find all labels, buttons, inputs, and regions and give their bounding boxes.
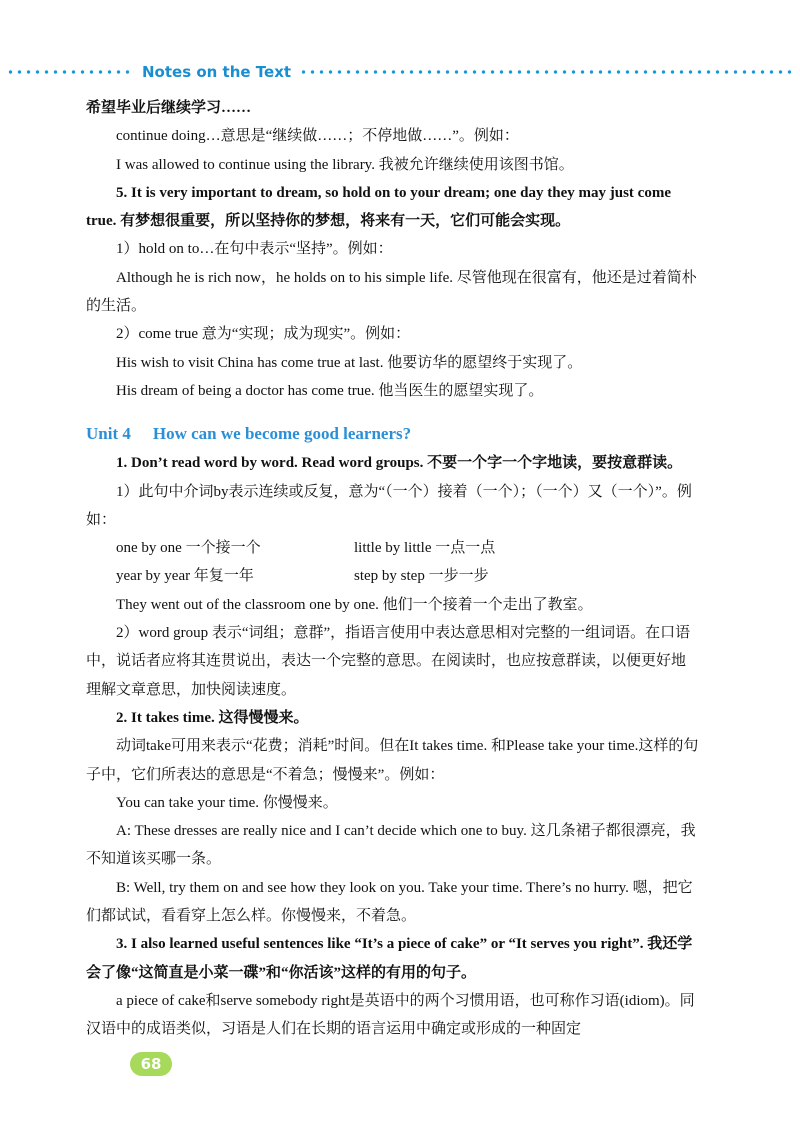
- section-header: [0, 60, 800, 84]
- header-dotted-rule-right: [299, 69, 794, 75]
- page-number-badge: 68: [130, 1052, 172, 1076]
- example-sentence: You can take your time. 你慢慢来。: [116, 794, 338, 811]
- phrase-item: one by one 一个接一个: [116, 540, 261, 557]
- text-line: 希望毕业后继续学习……: [86, 100, 252, 116]
- example-sentence: Although he is rich now，he holds on to his simple life. 尽管他现在很富有，他还是过着简朴的生活。: [86, 269, 697, 315]
- text-line: continue doing…意思是“继续做……；不停地做……”。例如：: [116, 128, 519, 145]
- example-sentence: I was allowed to continue using the library. 我被允许继续使用该图书馆。: [116, 156, 574, 173]
- unit-number: Unit 4: [86, 424, 131, 444]
- header-dotted-rule-left: [6, 69, 134, 75]
- phrase-item: little by little 一点一点: [354, 540, 496, 557]
- unit-heading: [86, 419, 700, 449]
- example-sentence: A: These dresses are really nice and I can’t decide which one to buy. 这几条裙子都很漂亮，我不知道该买哪一条。: [86, 823, 696, 868]
- text-line: 动词take可用来表示“花费；消耗”时间。但在It takes time. 和Please take your time.这样的句子中，它们所表达的意思是“不着急；慢慢来”。例如：: [86, 738, 699, 783]
- phrase-table: [86, 534, 700, 591]
- unit-title: How can we become good learners?: [152, 424, 412, 444]
- section-header-title: Notes on the Text: [142, 63, 292, 81]
- text-line: 2）word group 表示“词组；意群”，指语言使用中表达意思相对完整的一组词语。在口语中，说话者应将其连贯说出，表达一个完整的意思。在阅读时，也应按意群读，以便更好地理解文章意思，加快阅读速度。: [86, 625, 691, 698]
- example-sentence: They went out of the classroom one by one. 他们一个接着一个走出了教室。: [116, 596, 593, 613]
- example-sentence: His wish to visit China has come true at last. 他要访华的愿望终于实现了。: [116, 354, 583, 371]
- text-line: 1）此句中介词by表示连续或反复，意为“（一个）接着（一个）；（一个）又（一个）”。例如：: [86, 483, 692, 528]
- phrase-item: year by year 年复一年: [116, 568, 254, 585]
- page-body: [86, 94, 700, 1044]
- text-line: a piece of cake和serve somebody right是英语中的两个习惯用语，也可称作习语(idiom)。同汉语中的成语类似，习语是人们在长期的语言运用中确定或形成的一种固定: [86, 992, 695, 1038]
- note-heading: 2. It takes time. 这得慢慢来。: [116, 709, 309, 726]
- note-heading: 3. I also learned useful sentences like “It’s a piece of cake” or “It serves you right”. 我还学会了像“这简直是小菜一碟”和“你活该”这样的有用的句子。: [86, 936, 693, 981]
- phrase-item: step by step 一步一步: [354, 568, 489, 585]
- example-sentence: B: Well, try them on and see how they look on you. Take your time. There’s no hurry. 嗯，把它们都试试，看看穿上怎么样。你慢慢来，不着急。: [86, 879, 693, 925]
- note-heading: 1. Don’t read word by word. Read word groups. 不要一个字一个字地读，要按意群读。: [116, 455, 683, 472]
- text-line: 2）come true 意为“实现；成为现实”。例如：: [116, 326, 411, 343]
- example-sentence: His dream of being a doctor has come true. 他当医生的愿望实现了。: [116, 382, 544, 399]
- note-heading: 5. It is very important to dream, so hold on to your dream; one day they may just come true. 有梦想很重要，所以坚持你的梦想，将来有一天，它们可能会实现。: [86, 184, 671, 230]
- text-line: 1）hold on to…在句中表示“坚持”。例如：: [116, 241, 393, 258]
